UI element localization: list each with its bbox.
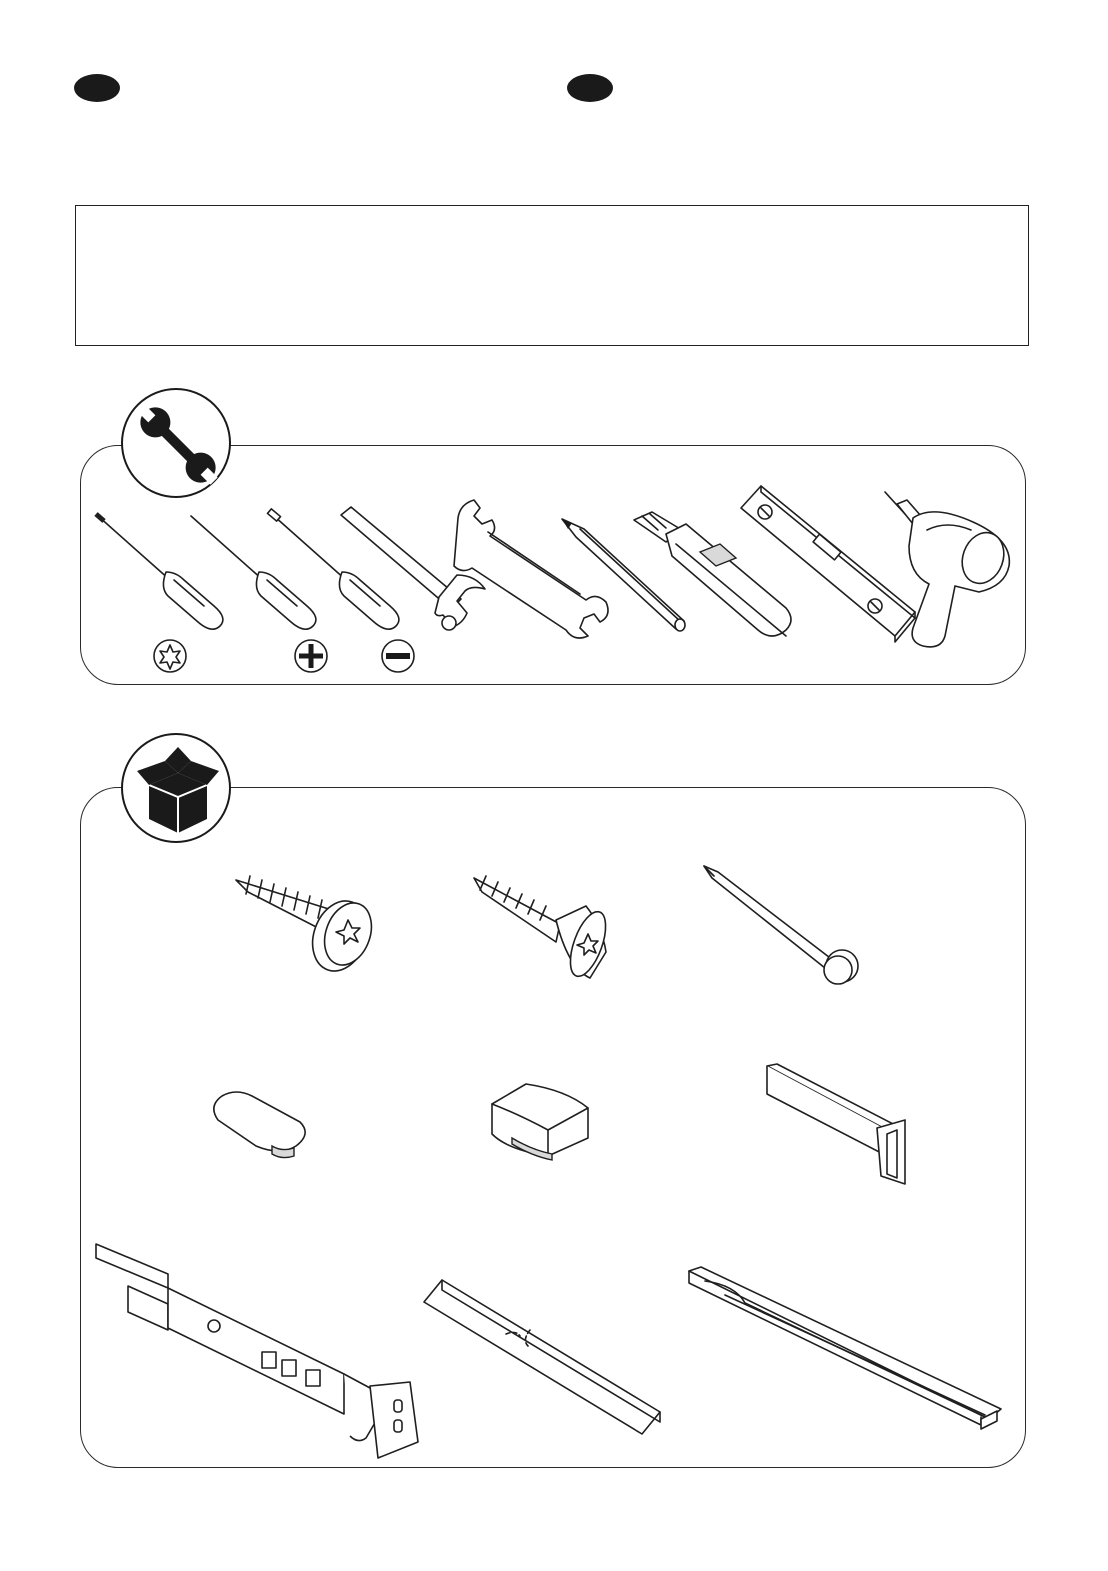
power-drill-icon bbox=[875, 488, 1020, 658]
long-rail-icon bbox=[685, 1265, 1005, 1435]
cover-cap-icon bbox=[212, 1088, 312, 1163]
angle-rail-icon bbox=[420, 1272, 665, 1437]
language-marker bbox=[74, 74, 120, 102]
nail-icon bbox=[700, 862, 865, 987]
flat-bit-icon bbox=[380, 638, 416, 674]
wrench-icon bbox=[123, 390, 233, 500]
square-cap-icon bbox=[482, 1082, 602, 1162]
phillips-bit-icon bbox=[293, 638, 329, 674]
torx-bit-icon bbox=[152, 638, 188, 674]
drawer-runner-icon bbox=[92, 1238, 427, 1463]
note-box bbox=[75, 205, 1029, 346]
tools-badge bbox=[121, 388, 231, 498]
pan-head-screw-icon bbox=[232, 870, 382, 975]
language-marker bbox=[567, 74, 613, 102]
parts-badge bbox=[121, 733, 231, 843]
open-box-icon bbox=[123, 735, 233, 845]
spacer-bracket-icon bbox=[765, 1062, 915, 1187]
countersunk-screw-icon bbox=[470, 872, 615, 982]
